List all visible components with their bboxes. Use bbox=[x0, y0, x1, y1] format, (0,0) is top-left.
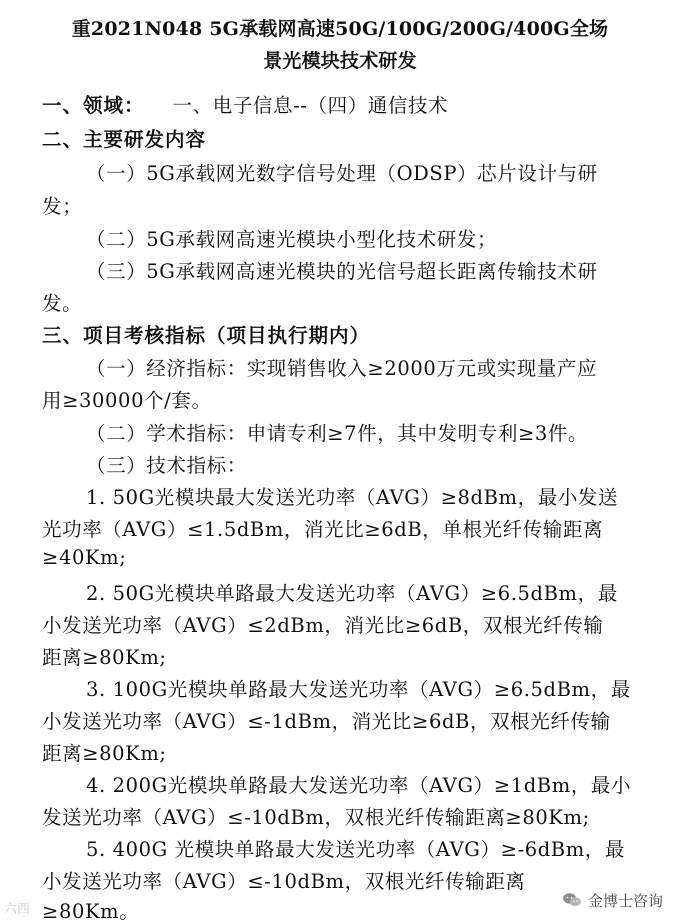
indicator-line: 发送光功率（AVG）≤-10dBm，双根光纤传输距离≥80Km; bbox=[42, 806, 590, 829]
indicator-line: 小发送光功率（AVG）≤-1dBm，消光比≥6dB，双根光纤传输 bbox=[42, 710, 611, 733]
indicator-line: 距离≥80Km; bbox=[42, 742, 167, 765]
indicator-heading: 三、项目考核指标（项目执行期内） bbox=[42, 324, 371, 347]
domain-value: 一、电子信息--（四）通信技术 bbox=[172, 94, 449, 117]
indicator-line: 距离≥80Km; bbox=[42, 646, 167, 669]
indicator-line: （一）经济指标：实现销售收入≥2000万元或实现量产应 bbox=[86, 357, 598, 380]
indicator-line: 1. 50G光模块最大发送光功率（AVG）≥8dBm，最小发送 bbox=[86, 486, 619, 509]
indicator-line: （二）学术指标：申请专利≥7件，其中发明专利≥3件。 bbox=[86, 422, 589, 445]
wechat-icon bbox=[562, 892, 582, 908]
indicator-line: 5. 400G 光模块单路最大发送光功率（AVG）≥-6dBm，最 bbox=[86, 838, 626, 861]
content-line: （一）5G承载网光数字信号处理（ODSP）芯片设计与研 bbox=[86, 162, 598, 185]
indicator-line: 2. 50G光模块单路最大发送光功率（AVG）≥6.5dBm，最 bbox=[86, 582, 618, 605]
indicator-line: 3. 100G光模块单路最大发送光功率（AVG）≥6.5dBm，最 bbox=[86, 678, 631, 701]
indicator-line: 光功率（AVG）≤1.5dBm，消光比≥6dB，单根光纤传输距离 bbox=[42, 518, 604, 541]
content-heading: 二、主要研发内容 bbox=[42, 128, 207, 151]
watermark-badge bbox=[556, 888, 669, 912]
indicator-line: （三）技术指标： bbox=[86, 454, 247, 477]
indicator-line: ≥80Km。 bbox=[42, 900, 140, 923]
indicator-line: 用≥30000个/套。 bbox=[42, 389, 212, 412]
doc-title-line-2: 景光模块技术研发 bbox=[263, 50, 417, 72]
domain-row bbox=[42, 90, 448, 118]
indicator-line: ≥40Km; bbox=[42, 546, 127, 569]
content-line: 发； bbox=[42, 195, 83, 218]
indicator-line: 小发送光功率（AVG）≤2dBm，消光比≥6dB，双根光纤传输 bbox=[42, 614, 604, 637]
content-line: 发。 bbox=[42, 292, 83, 315]
indicator-line: 4. 200G光模块单路最大发送光功率（AVG）≥1dBm，最小 bbox=[86, 774, 632, 797]
watermark-label: 金博士咨询 bbox=[588, 891, 664, 910]
content-line: （二）5G承载网高速光模块小型化技术研发； bbox=[86, 228, 498, 251]
watermark-left: 六西 bbox=[4, 902, 31, 917]
content-line: （三）5G承载网高速光模块的光信号超长距离传输技术研 bbox=[86, 260, 598, 283]
doc-title-line-1: 重2021N048 5G承载网高速50G/100G/200G/400G全场 bbox=[71, 18, 609, 40]
domain-heading: 一、领域： bbox=[42, 94, 145, 117]
indicator-line: 小发送光功率（AVG）≤-10dBm，双根光纤传输距离 bbox=[42, 870, 526, 893]
